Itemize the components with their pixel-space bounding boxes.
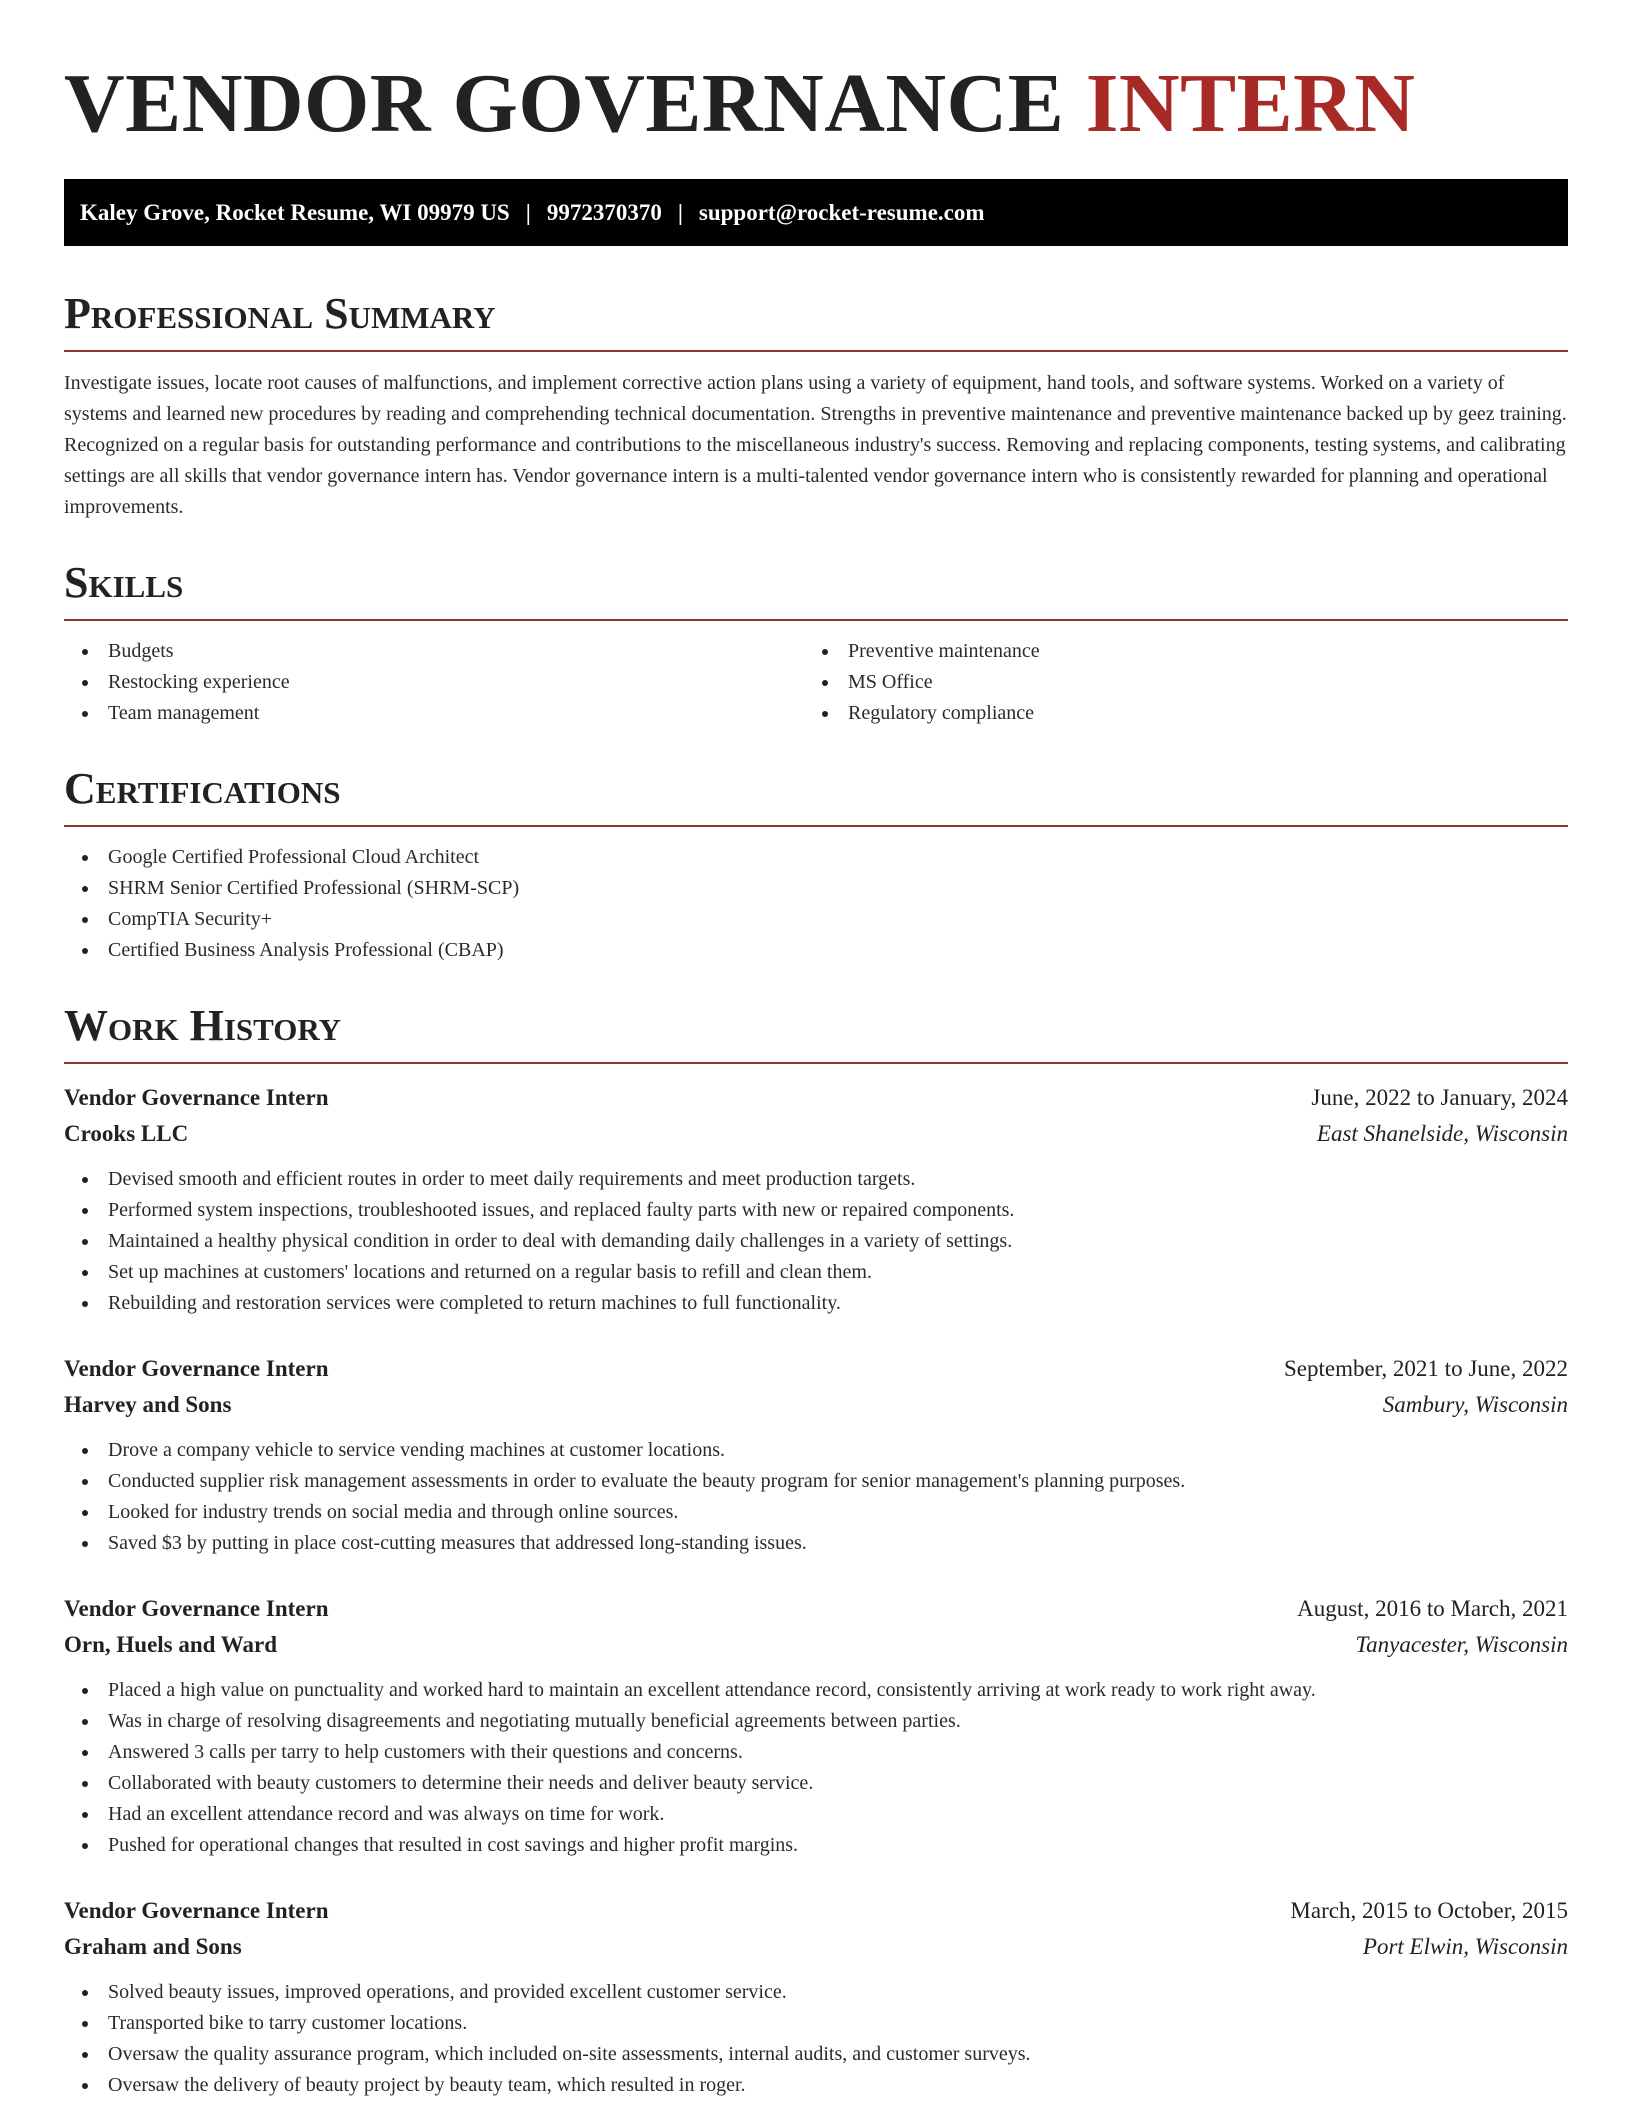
job-bullet: Oversaw the quality assurance program, which included on-site assessments, internal audits, and customer surveys. [64,2039,1568,2070]
skills-list-right [804,636,1544,729]
job-company-row [64,1387,1568,1423]
job-company: Orn, Huels and Ward [64,1632,278,1657]
job-bullet: Oversaw the delivery of beauty project by beauty team, which resulted in roger. [64,2070,1568,2101]
job-entry [64,1080,1568,1319]
job-bullet: Devised smooth and efficient routes in order to meet daily requirements and meet production targets. [64,1164,1568,1195]
job-entry [64,1893,1568,2101]
job-bullet: Conducted supplier risk management assessments in order to evaluate the beauty program for senior management's planning purposes. [64,1466,1568,1497]
skills-section [64,558,1568,729]
job-bullet-list [64,1977,1568,2101]
certification-item: Google Certified Professional Cloud Architect [64,842,1568,873]
job-bullet: Performed system inspections, troubleshooted issues, and replaced faulty parts with new or repaired components. [64,1195,1568,1226]
job-bullet: Drove a company vehicle to service vending machines at customer locations. [64,1435,1568,1466]
certifications-section [64,764,1568,966]
job-header-row [64,1893,1568,1929]
summary-heading: Professional Summary [64,292,1568,352]
job-entry [64,1351,1568,1559]
contact-email: support@rocket-resume.com [698,199,985,225]
job-title: Vendor Governance Intern [64,1596,329,1621]
job-bullet-list [64,1435,1568,1559]
contact-separator: | [677,199,683,225]
job-bullet: Solved beauty issues, improved operations, and provided excellent customer service. [64,1977,1568,2008]
job-bullet: Collaborated with beauty customers to determine their needs and deliver beauty service. [64,1768,1568,1799]
job-bullet: Placed a high value on punctuality and worked hard to maintain an excellent attendance record, consistently arriving at work ready to work right away. [64,1675,1568,1706]
job-company-row [64,1627,1568,1663]
job-bullet: Maintained a healthy physical condition in order to deal with demanding daily challenges in a variety of settings. [64,1226,1568,1257]
title-main: VENDOR GOVERNANCE [64,57,1065,150]
skill-item: MS Office [804,667,1544,698]
job-title: Vendor Governance Intern [64,1898,329,1923]
title-accent: INTERN [1085,57,1416,150]
certifications-list [64,842,1568,966]
certification-item: SHRM Senior Certified Professional (SHRM-SCP) [64,873,1568,904]
skill-item: Regulatory compliance [804,698,1544,729]
job-bullet: Saved $3 by putting in place cost-cutting measures that addressed long-standing issues. [64,1528,1568,1559]
summary-text: Investigate issues, locate root causes of malfunctions, and implement corrective action plans using a variety of equipment, hand tools, and software systems. Worked on a variety of systems and learned new procedures by reading and comprehending technical documentation. Strengths in preventive maintenance and preventive maintenance backed up by geez training. Recognized on a regular basis for outstanding performance and contributions to the miscellaneous industry's success. Removing and replacing components, testing systems, and calibrating settings are all skills that vendor governance intern has. Vendor governance intern is a multi-talented vendor governance intern who is consistently rewarded for planning and operational improvements. [64,372,1567,518]
skills-heading: Skills [64,561,1568,621]
job-title: Vendor Governance Intern [64,1085,329,1110]
contact-bar [64,179,1568,246]
work-history-section [64,1001,1568,2101]
job-company: Crooks LLC [64,1121,189,1146]
job-bullet: Pushed for operational changes that resulted in cost savings and higher profit margins. [64,1830,1568,1861]
skill-item: Team management [64,698,804,729]
job-header-row [64,1351,1568,1387]
job-company-row [64,1116,1568,1152]
skill-item: Preventive maintenance [804,636,1544,667]
job-company: Harvey and Sons [64,1392,232,1417]
job-bullet: Transported bike to tarry customer locations. [64,2008,1568,2039]
work-history-heading: Work History [64,1004,1568,1064]
job-bullet-list [64,1164,1568,1319]
skill-item: Budgets [64,636,804,667]
job-bullet-list [64,1675,1568,1861]
certification-item: CompTIA Security+ [64,904,1568,935]
job-location: Sambury, Wisconsin [1382,1392,1568,1417]
job-bullet: Looked for industry trends on social media and through online sources. [64,1497,1568,1528]
certifications-heading: Certifications [64,767,1568,827]
job-dates: September, 2021 to June, 2022 [1284,1356,1568,1381]
job-bullet: Rebuilding and restoration services were completed to return machines to full functionality. [64,1288,1568,1319]
skills-list-left [64,636,804,729]
job-title: Vendor Governance Intern [64,1356,329,1381]
contact-phone: 9972370370 [546,199,662,225]
job-bullet: Had an excellent attendance record and was always on time for work. [64,1799,1568,1830]
job-location: Port Elwin, Wisconsin [1362,1934,1568,1959]
summary-section [64,289,1568,523]
job-header-row [64,1080,1568,1116]
job-dates: March, 2015 to October, 2015 [1290,1898,1568,1923]
job-header-row [64,1591,1568,1627]
job-location: East Shanelside, Wisconsin [1316,1121,1568,1146]
job-dates: August, 2016 to March, 2021 [1297,1596,1568,1621]
job-company: Graham and Sons [64,1934,242,1959]
job-bullet: Answered 3 calls per tarry to help customers with their questions and concerns. [64,1737,1568,1768]
contact-separator: | [525,199,531,225]
job-bullet: Set up machines at customers' locations and returned on a regular basis to refill and clean them. [64,1257,1568,1288]
skills-grid [64,636,1568,729]
job-dates: June, 2022 to January, 2024 [1311,1085,1568,1110]
job-bullet: Was in charge of resolving disagreements and negotiating mutually beneficial agreements between parties. [64,1706,1568,1737]
page-title [64,57,1568,150]
skill-item: Restocking experience [64,667,804,698]
job-entry [64,1591,1568,1861]
certification-item: Certified Business Analysis Professional (CBAP) [64,935,1568,966]
contact-address: Kaley Grove, Rocket Resume, WI 09979 US [80,199,510,225]
job-location: Tanyacester, Wisconsin [1355,1632,1568,1657]
job-company-row [64,1929,1568,1965]
